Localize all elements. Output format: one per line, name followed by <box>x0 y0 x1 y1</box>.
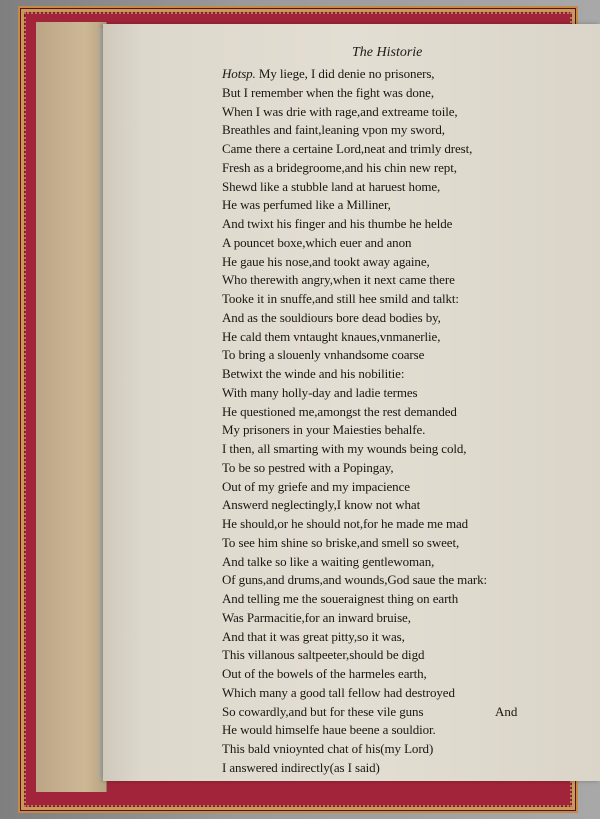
verse-line: Out of my griefe and my impacience <box>222 478 410 494</box>
verse-line: He cald them vntaught knaues,vnmanerlie, <box>222 328 441 344</box>
verse-line: And talke so like a waiting gentlewoman, <box>222 553 435 569</box>
verse-line: Out of the bowels of the harmeles earth, <box>222 666 427 681</box>
verse-line: Hotsp. My liege, I did denie no prisoners, <box>222 66 435 81</box>
verse-line: With many holly-day and ladie termes <box>222 384 418 400</box>
verse-line: Of guns,and drums,and wounds,God saue the mark: <box>222 572 488 588</box>
verse-line: He was perfumed like a Milliner, <box>222 197 391 213</box>
verse-line: A pouncet boxe,which euer and anon <box>222 234 412 250</box>
verse-line: I then, all smarting with my wounds being cold, <box>222 441 467 456</box>
verse-line: And as the souldiours bore dead bodies by, <box>222 309 441 325</box>
verse-line: Who therewith angry,when it next came there <box>222 272 455 288</box>
verse-line: This bald vnioynted chat of his(my Lord) <box>222 741 434 756</box>
verse-line: He would himselfe haue beene a souldior. <box>222 722 436 738</box>
verse-line: He questioned me,amongst the rest demanded <box>222 403 457 419</box>
verse-line: He gaue his nose,and tookt away againe, <box>222 253 430 269</box>
verse-line: Tooke it in snuffe,and still hee smild and talkt: <box>222 291 459 306</box>
verse-line: Breathles and faint,leaning vpon my sword, <box>222 122 445 138</box>
verse-line: And twixt his finger and his thumbe he helde <box>222 216 453 231</box>
verse-line: To see him shine so briske,and smell so sweet, <box>222 534 460 550</box>
verse-line: Fresh as a bridegroome,and his chin new rept, <box>222 159 457 175</box>
verse-line: To bring a slouenly vnhandsome coarse <box>222 347 425 363</box>
running-head: The Historie <box>352 45 423 60</box>
verse-line: Was Parmacitie,for an inward bruise, <box>222 609 411 625</box>
verse-line: This villanous saltpeeter,should be digd <box>222 647 425 663</box>
verse-line: Shewd like a stubble land at haruest home, <box>222 178 441 194</box>
catchword: And <box>495 704 518 719</box>
speaker-prefix: Hotsp. <box>222 66 256 81</box>
verse-line: And telling me the soueraignest thing on earth <box>222 591 459 606</box>
verse-line: Which many a good tall fellow had destroyed <box>222 684 455 700</box>
verse-line: Betwixt the winde and his nobilitie: <box>222 366 405 381</box>
verse-line: But I remember when the fight was done, <box>222 84 434 100</box>
verse-line: My prisoners in your Maiesties behalfe. <box>222 422 426 438</box>
verse-line: And that it was great pitty,so it was, <box>222 628 405 644</box>
verse-line: I answered indirectly(as I said) <box>222 759 380 775</box>
verse-line: When I was drie with rage,and extreame toile, <box>222 103 458 119</box>
verse-line: He should,or he should not,for he made me mad <box>222 516 469 531</box>
verse-line: So cowardly,and but for these vile guns <box>222 703 424 719</box>
verse-line: Answerd neglectingly,I know not what <box>222 497 421 513</box>
verse-line: To be so pestred with a Popingay, <box>222 459 394 475</box>
verse-line: Came there a certaine Lord,neat and trimly drest, <box>222 141 473 156</box>
endpaper <box>36 22 107 792</box>
verse-text <box>222 65 512 778</box>
